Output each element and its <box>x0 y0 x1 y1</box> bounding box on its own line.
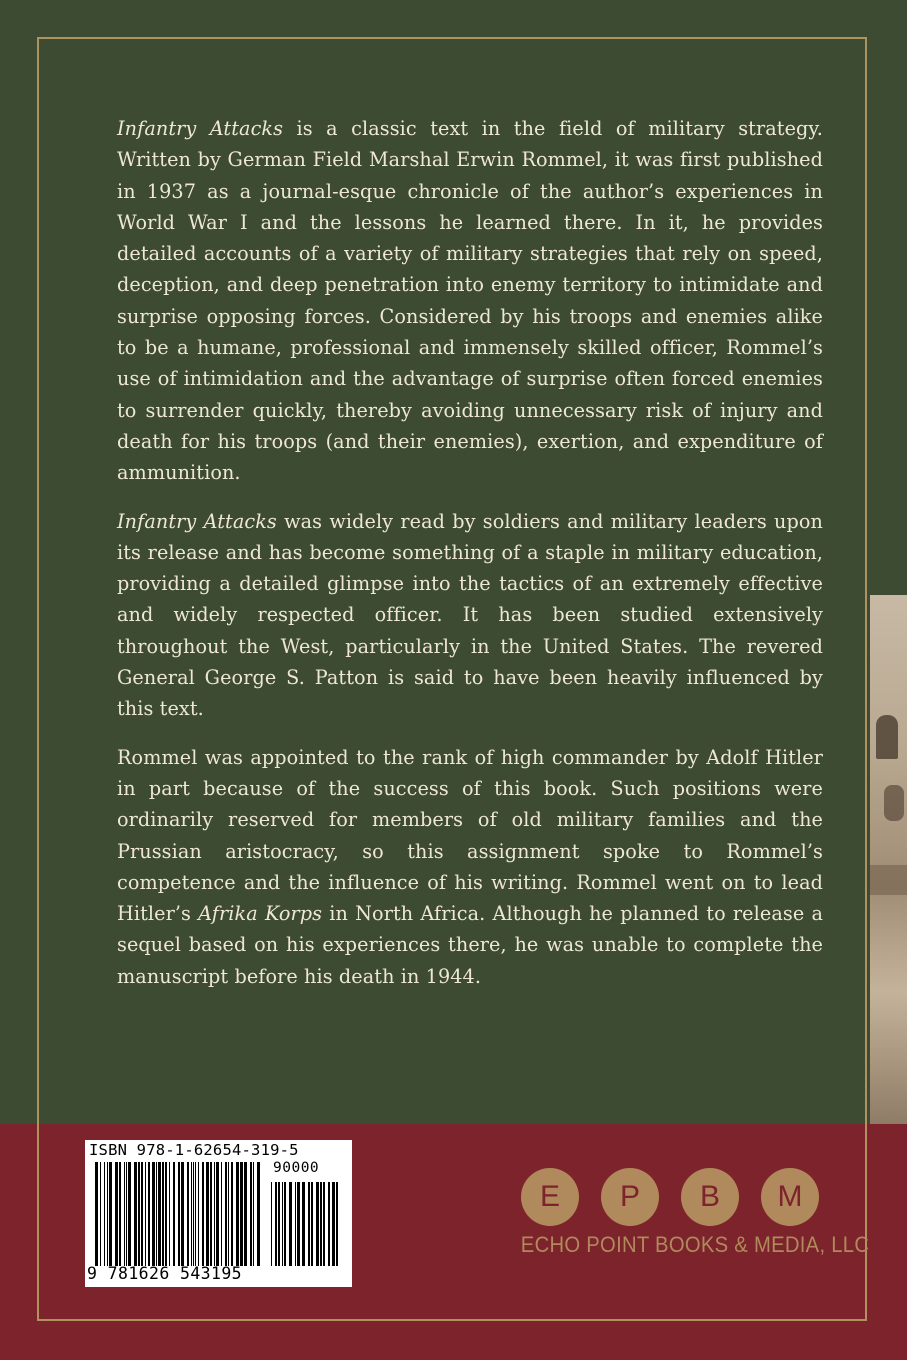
photo-terrain <box>870 865 907 895</box>
barcode-bar <box>104 1162 105 1266</box>
barcode-bar <box>332 1182 335 1266</box>
barcode-bar <box>187 1162 189 1266</box>
barcode-bar <box>320 1182 322 1266</box>
book-title-italic: Infantry Attacks <box>117 509 277 533</box>
description-paragraph-1 <box>117 113 823 489</box>
paragraph-text: is a classic text in the field of military strategy. Written by German Field Marshal Erwin Rommel, it was first published in 1937 as a journal-esque chronicle of the author’s experiences in World War I and the lessons he learned there. In it, he provides detailed accounts of a variety of military strategies that rely on speed, deception, and deep penetration into enemy territory to intimidate and surprise opposing forces. Considered by his troops and enemies alike to be a humane, professional and immensely skilled officer, Rommel’s use of intimidation and the advantage of surprise often forced enemies to surrender quickly, thereby avoiding unnecessary risk of injury and death for his troops (and their enemies), exertion, and expenditure of ammunition. <box>117 117 824 485</box>
publisher-logo <box>508 1168 870 1268</box>
barcode-bar <box>225 1162 227 1266</box>
barcode-bar <box>295 1182 296 1266</box>
barcode-bar <box>221 1162 222 1266</box>
barcode-bar <box>316 1182 319 1266</box>
barcode-bar <box>289 1182 292 1266</box>
barcode-bar <box>284 1182 286 1266</box>
barcode-bar <box>236 1162 239 1266</box>
barcode-bar <box>165 1162 167 1266</box>
barcode-bar <box>308 1182 310 1266</box>
afrika-korps-italic: Afrika Korps <box>198 902 323 926</box>
barcode-bar <box>115 1162 118 1266</box>
barcode-bar <box>228 1162 229 1266</box>
barcode-bar <box>148 1162 150 1266</box>
description-paragraph-2 <box>117 506 823 725</box>
barcode-bar <box>231 1162 233 1266</box>
barcode-bar <box>336 1182 338 1266</box>
barcode-bar <box>107 1162 108 1266</box>
barcode-number: 9 781626 543195 <box>87 1264 243 1283</box>
barcode-bar <box>302 1182 305 1266</box>
barcode-bar <box>240 1162 243 1266</box>
soldier-figure <box>884 785 904 821</box>
publisher-name: ECHO POINT BOOKS & MEDIA, LLC <box>520 1232 870 1257</box>
barcode-bar <box>216 1162 219 1266</box>
isbn-label: ISBN 978-1-62654-319-5 <box>89 1141 299 1159</box>
barcode-bar <box>253 1162 254 1266</box>
barcode-bar <box>141 1162 143 1266</box>
barcode-bar <box>193 1162 194 1266</box>
barcode-bar <box>214 1162 215 1266</box>
soldier-figure <box>876 715 898 759</box>
cover-photo-edge <box>870 595 907 1124</box>
barcode-bar <box>158 1162 161 1266</box>
isbn-barcode <box>85 1140 352 1287</box>
barcode-bar <box>178 1162 180 1266</box>
addon-bars <box>271 1182 343 1268</box>
barcode-bar <box>124 1162 125 1266</box>
logo-letter-b: B <box>681 1168 739 1226</box>
barcode-bar <box>128 1162 131 1266</box>
barcode-bar <box>275 1182 277 1266</box>
barcode-bar <box>134 1162 137 1266</box>
barcode-bar <box>162 1162 164 1266</box>
barcode-bar <box>109 1162 112 1266</box>
logo-letter-e: E <box>521 1168 579 1226</box>
barcode-bar <box>278 1182 280 1266</box>
barcode-bar <box>173 1162 175 1266</box>
ean13-bars <box>95 1162 265 1268</box>
barcode-bar <box>169 1162 170 1266</box>
barcode-bar <box>282 1182 283 1266</box>
barcode-bar <box>210 1162 212 1266</box>
barcode-bar <box>145 1162 146 1266</box>
paragraph-text: was widely read by soldiers and military leaders upon its release and has become something of a staple in military education, providing a detailed glimpse into the tactics of an extremely effective and widely respected officer. It has been studied extensively throughout the West, particularly in the United States. The revered General George S. Patton is said to have been heavily influenced by this text. <box>117 509 823 721</box>
barcode-bar <box>195 1162 196 1266</box>
book-description <box>117 113 823 1009</box>
barcode-bar <box>181 1162 184 1266</box>
barcode-bar <box>257 1162 260 1266</box>
paragraph-text: in North Africa. Although he planned to release a sequel based on his experiences there, he was unable to complete the manuscript before his death in 1944. <box>117 902 823 988</box>
barcode-bar <box>297 1182 300 1266</box>
barcode-bar <box>95 1162 98 1266</box>
barcode-bar <box>198 1162 199 1266</box>
barcode-bar <box>202 1162 204 1266</box>
logo-letter-m: M <box>761 1168 819 1226</box>
price-code: 90000 <box>273 1160 320 1176</box>
logo-letter-p: P <box>601 1168 659 1226</box>
barcode-bar <box>323 1182 325 1266</box>
barcode-bar <box>311 1182 313 1266</box>
barcode-bar <box>191 1162 192 1266</box>
barcode-bar <box>206 1162 209 1266</box>
description-paragraph-3 <box>117 742 823 992</box>
barcode-bar <box>328 1182 330 1266</box>
book-title-italic: Infantry Attacks <box>117 117 284 140</box>
barcode-bar <box>271 1182 272 1266</box>
barcode-bar <box>119 1162 121 1266</box>
barcode-bar <box>244 1162 247 1266</box>
barcode-bar <box>100 1162 101 1266</box>
barcode-bar <box>152 1162 155 1266</box>
barcode-bar <box>126 1162 127 1266</box>
barcode-bar <box>156 1162 157 1266</box>
barcode-bar <box>138 1162 140 1266</box>
barcode-bar <box>250 1162 252 1266</box>
paragraph-text: Rommel was appointed to the rank of high commander by Adolf Hitler in part because of the success of this book. Such positions were ordinarily reserved for members of old military families and the Prussian aristocracy, so this assignment spoke to Rommel’s competence and the influence of his writing. Rommel went on to lead Hitler’s <box>117 745 823 926</box>
